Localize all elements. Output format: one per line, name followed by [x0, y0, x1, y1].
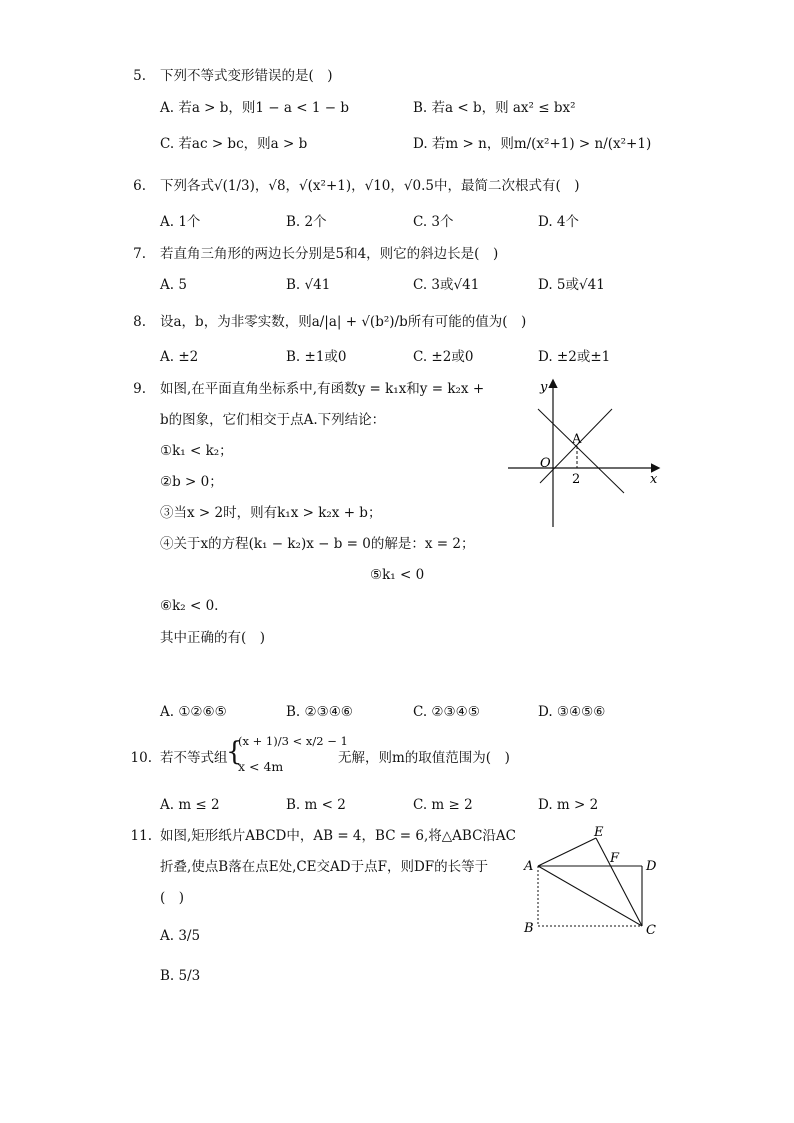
q6-stem: 下列各式√(1/3)，√8，√(x²+1)，√10，√0.5中，最简二次根式有( ): [160, 178, 580, 194]
q9-conclusion-1: ①k₁ < k₂；: [160, 443, 233, 459]
q10-number: 10.: [130, 750, 152, 766]
q6-option-c: C. 3个: [413, 214, 454, 230]
q7-option-b: B. √41: [286, 277, 331, 293]
q5-number: 5.: [133, 68, 146, 84]
q6-option-a: A. 1个: [160, 214, 201, 230]
q9-option-c: C. ②③④⑤: [413, 704, 480, 720]
label-e: E: [594, 825, 604, 840]
q11-number: 11.: [130, 828, 152, 844]
q9-option-a: A. ①②⑥⑤: [160, 704, 227, 720]
label-a: A: [524, 859, 534, 874]
q10-prefix: 若不等式组: [160, 750, 228, 766]
tick-2-label: 2: [572, 472, 581, 487]
q5-option-d: D. 若m > n，则m/(x²+1) > n/(x²+1): [413, 136, 652, 152]
q8-option-a: A. ±2: [160, 349, 199, 365]
q9-number: 9.: [133, 381, 146, 397]
q5-option-b: B. 若a < b，则 ax² ≤ bx²: [413, 100, 576, 116]
q10-inequality-1: (x + 1)/3 < x/2 − 1: [238, 734, 348, 748]
q11-stem-line3: ( ): [160, 890, 185, 906]
q10-suffix: 无解，则m的取值范围为( ): [338, 750, 510, 766]
q11-rectangle-figure: [518, 822, 668, 940]
q7-option-c: C. 3或√41: [413, 277, 480, 293]
q11-option-a: A. 3/5: [160, 928, 201, 944]
label-d: D: [646, 859, 657, 874]
q7-number: 7.: [133, 246, 146, 262]
q9-conclusion-3: ③当x > 2时，则有k₁x > k₂x + b；: [160, 505, 382, 521]
y-axis-label: y: [540, 380, 548, 395]
origin-label: O: [540, 456, 551, 471]
q6-number: 6.: [133, 178, 146, 194]
label-f: F: [610, 851, 620, 866]
x-axis-label: x: [650, 472, 658, 487]
q9-ask: 其中正确的有( ): [160, 630, 266, 646]
q10-option-b: B. m < 2: [286, 797, 346, 813]
q8-stem: 设a，b，为非零实数，则a/|a| + √(b²)/b所有可能的值为( ): [160, 314, 527, 330]
q5-option-a: A. 若a > b，则1 − a < 1 − b: [160, 100, 349, 116]
q7-option-a: A. 5: [160, 277, 187, 293]
q9-conclusion-4: ④关于x的方程(k₁ − k₂)x − b = 0的解是：x = 2；: [160, 536, 475, 552]
q7-option-d: D. 5或√41: [538, 277, 605, 293]
q7-stem: 若直角三角形的两边长分别是5和4，则它的斜边长是( ): [160, 246, 499, 262]
q10-option-d: D. m > 2: [538, 797, 599, 813]
q11-stem-line2: 折叠,使点B落在点E处,CE交AD于点F，则DF的长等于: [160, 859, 489, 875]
line-k2x-b: [538, 409, 624, 493]
q9-conclusion-5: ⑤k₁ < 0: [370, 567, 425, 583]
q5-stem: 下列不等式变形错误的是( ): [160, 68, 333, 84]
q10-brace: {: [226, 737, 243, 767]
q9-stem-line1: 如图,在平面直角坐标系中,有函数y = k₁x和y = k₂x +: [160, 381, 485, 397]
q6-option-d: D. 4个: [538, 214, 580, 230]
q8-option-c: C. ±2或0: [413, 349, 474, 365]
q9-conclusion-2: ②b > 0；: [160, 474, 223, 490]
q8-option-d: D. ±2或±1: [538, 349, 611, 365]
q9-stem-line2: b的图象，它们相交于点A.下列结论：: [160, 412, 386, 428]
point-a-label: A: [572, 432, 582, 447]
segment-ae: [538, 838, 596, 866]
label-b: B: [524, 921, 534, 936]
q9-coordinate-figure: [500, 375, 665, 530]
q10-option-a: A. m ≤ 2: [160, 797, 220, 813]
q10-option-c: C. m ≥ 2: [413, 797, 473, 813]
q9-conclusion-6: ⑥k₂ < 0.: [160, 598, 219, 614]
q11-option-b: B. 5/3: [160, 968, 201, 984]
q5-option-c: C. 若ac > bc，则a > b: [160, 136, 308, 152]
q8-number: 8.: [133, 314, 146, 330]
q11-stem-line1: 如图,矩形纸片ABCD中，AB = 4，BC = 6,将△ABC沿AC: [160, 828, 517, 844]
q9-option-d: D. ③④⑤⑥: [538, 704, 606, 720]
q6-option-b: B. 2个: [286, 214, 327, 230]
q9-option-b: B. ②③④⑥: [286, 704, 353, 720]
q10-inequality-2: x < 4m: [238, 759, 284, 774]
label-c: C: [646, 923, 656, 938]
q8-option-b: B. ±1或0: [286, 349, 347, 365]
